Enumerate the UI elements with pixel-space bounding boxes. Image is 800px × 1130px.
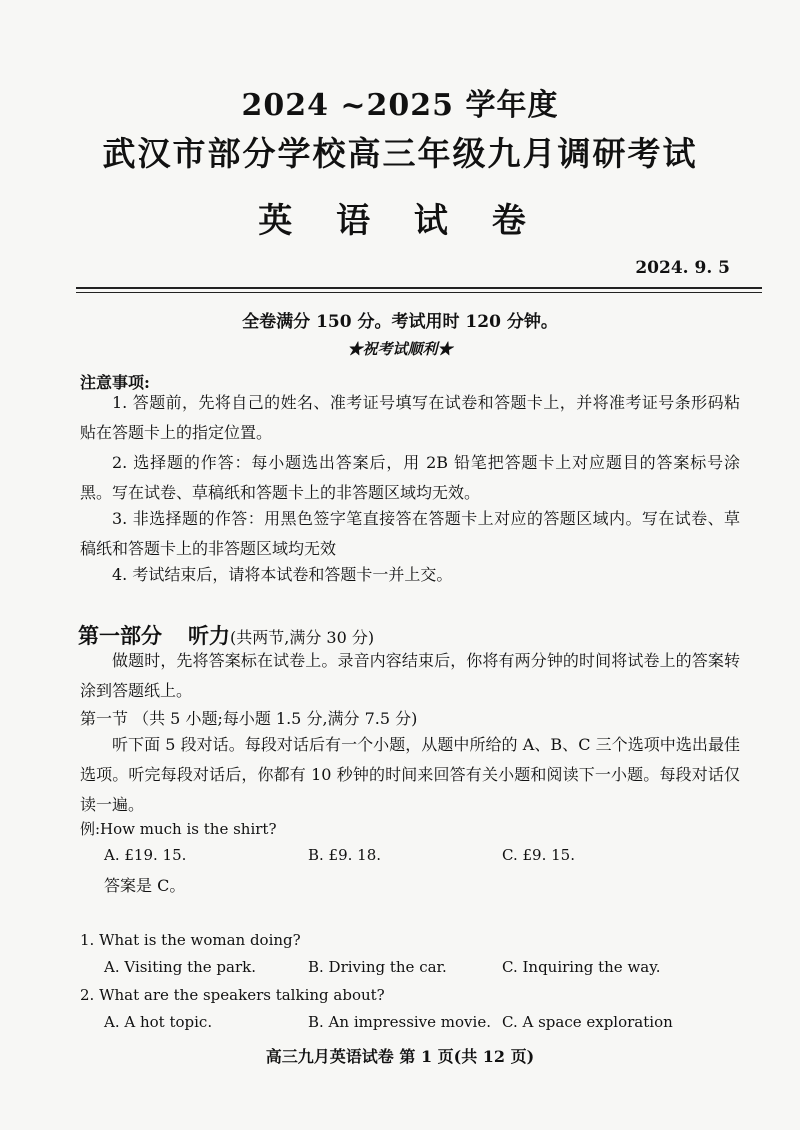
section1-title: 第一节 （共 5 小题;每小题 1.5 分,满分 7.5 分) bbox=[80, 709, 418, 728]
question-1: 1. What is the woman doing? bbox=[80, 931, 301, 949]
part1-note: (共两节,满分 30 分) bbox=[230, 628, 375, 647]
section1-instruction: 听下面 5 段对话。每段对话后有一个小题，从题中所给的 A、B、C 三个选项中选出最佳选项。听完每段对话后，你都有 10 秒钟的时间来回答有关小题和阅读下一小题。每段对话仅读一遍。 bbox=[80, 735, 740, 814]
q1-option-b: B. Driving the car. bbox=[308, 958, 447, 976]
note-item-2: 2. 选择题的作答：每小题选出答案后，用 2B 铅笔把答题卡上对应题目的答案标号涂黑。写在试卷、草稿纸和答题卡上的非答题区域均无效。 bbox=[80, 453, 740, 502]
good-luck-line: ★祝考试顺利★ bbox=[347, 340, 453, 358]
example-option-b: B. £9. 18. bbox=[308, 846, 382, 864]
q2-option-b: B. An impressive movie. bbox=[308, 1013, 491, 1031]
part1-name: 听力 bbox=[188, 623, 230, 648]
example-option-a: A. £19. 15. bbox=[104, 846, 187, 864]
part1-instruction: 做题时，先将答案标在试卷上。录音内容结束后，你将有两分钟的时间将试卷上的答案转涂到答题纸上。 bbox=[80, 651, 740, 700]
q2-option-c: C. A space exploration bbox=[502, 1013, 673, 1031]
question-2: 2. What are the speakers talking about? bbox=[80, 986, 385, 1004]
exam-date: 2024. 9. 5 bbox=[635, 258, 730, 278]
note-item-4: 4. 考试结束后，请将本试卷和答题卡一并上交。 bbox=[112, 565, 453, 584]
note-item-1: 1. 答题前，先将自己的姓名、准考证号填写在试卷和答题卡上，并将准考证号条形码粘贴在答题卡上的指定位置。 bbox=[80, 393, 740, 442]
q2-option-a: A. A hot topic. bbox=[104, 1013, 213, 1031]
example-question: 例:How much is the shirt? bbox=[80, 820, 277, 838]
example-option-c: C. £9. 15. bbox=[502, 846, 575, 864]
academic-year: 2024 ~2025 学年度 bbox=[241, 88, 559, 123]
note-item-3: 3. 非选择题的作答：用黑色签字笔直接答在答题卡上对应的答题区域内。写在试卷、草稿纸和答题卡上的非答题区域均无效 bbox=[80, 509, 740, 558]
example-answer: 答案是 C。 bbox=[104, 876, 186, 895]
page-footer: 高三九月英语试卷 第 1 页(共 12 页) bbox=[265, 1047, 535, 1066]
q1-option-a: A. Visiting the park. bbox=[104, 958, 256, 976]
exam-name: 武汉市部分学校高三年级九月调研考试 bbox=[102, 134, 698, 173]
paper-title: 英 语 试 卷 bbox=[258, 201, 542, 241]
q1-option-c: C. Inquiring the way. bbox=[502, 958, 661, 976]
score-line: 全卷满分 150 分。考试用时 120 分钟。 bbox=[242, 312, 558, 332]
header-divider-thin bbox=[76, 292, 762, 293]
part1-title: 第一部分 bbox=[78, 623, 162, 648]
header-divider-thick bbox=[76, 287, 762, 289]
notes-title: 注意事项: bbox=[80, 373, 150, 392]
